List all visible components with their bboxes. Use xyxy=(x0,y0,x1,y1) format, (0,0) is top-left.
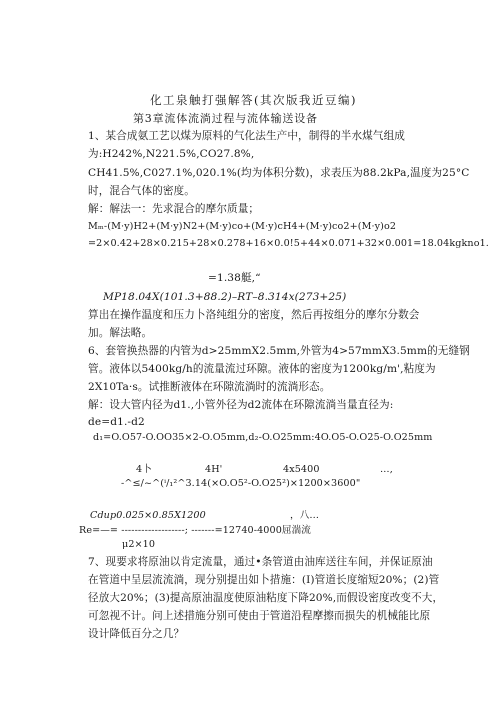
solution-1-line-6: 算出在操作温度和压力卜洛纯组分的密度，然后再按组分的摩尔分数会 xyxy=(88,309,420,321)
solution-6-line-2: de=d1.-d2 xyxy=(88,416,145,428)
question-1-line-4: 时，混合气体的密度。 xyxy=(88,185,195,197)
formula-velocity-expression: -^≤/~^(ⁱ/₁²^3.14(×O.O5²-O.O25²)×1200×3600" xyxy=(121,478,361,489)
formula-numerator-2: 4H' xyxy=(205,464,223,475)
solution-6-diameters: d₁=O.O57-O.OO35×2-O.O5mm,d₂-O.O25mm:4O.O5-O.O25-O.O25mm xyxy=(93,432,433,443)
question-6-line-3: 2X10Ta·s。试推断液体在环隙流淌时的流淌形态。 xyxy=(88,381,331,393)
solution-6-line-1: 解：设大管内径为d1.,小管外径为d2流体在环隙流淌当量直径为: xyxy=(88,399,394,411)
solution-1-line-7: 加。解法略。 xyxy=(88,327,153,339)
question-1-line-3: CH41.5%,C027.1%,020.1%(均为体积分数)，求表压为88.2kPa,温度为25°C xyxy=(88,167,470,179)
formula-numerator-1: 4卜 xyxy=(136,464,152,475)
solution-1-line-1: 解：解法一：先求混合的摩尔质量； xyxy=(88,203,260,215)
page-title: 化工泉触打强解答(其次版我近豆编) xyxy=(150,93,357,107)
formula-reynolds-numerator: Cdup0.025×0.85X1200 xyxy=(90,510,206,521)
formula-reynolds-denominator: μ2×10 xyxy=(122,539,156,550)
solution-1-density-formula: MP18.04X(101.3+88.2)–RT–8.314x(273+25) xyxy=(103,291,347,303)
solution-1-molar-mass-value: =2×0.42+28×0.215+28×0.278+16×0.0!5+44×0.071+32×0.001=18.04kgkno1. xyxy=(88,238,489,249)
chapter-heading: 第3章流体流淌过程与流体输送设备 xyxy=(133,112,318,125)
formula-numerator-4: …, xyxy=(380,464,393,475)
question-7-line-4: 可忽视不计。问上述措施分别可使由于管道沿程摩擦而损失的机械能比原 xyxy=(88,610,431,622)
question-7-line-1: 7、现要求将原油以肯定流量，通过•条管道由油库送往车间，并保证原油 xyxy=(88,556,433,568)
formula-reynolds-mark: ，八… xyxy=(290,510,320,521)
question-6-line-1: 6、套管换热器的内管为d>25mmX2.5mm,外管为4>57mmX3.5mm的无缝钢 xyxy=(88,345,470,357)
question-7-line-2: 在管道中呈层流流淌，现分别提出如卜措施：(I)管道长度缩短20%；(2)管 xyxy=(88,574,440,586)
question-7-line-3: 径放大20%；(3)提高原油温度使原油粘度下降20%,而假设密度改变不大， xyxy=(88,592,444,604)
solution-1-density-result: =1.38艇,“ xyxy=(208,272,261,284)
question-1-line-1: 1、某合成氨工艺以煤为原料的气化法生产中，制得的半水煤气组成 xyxy=(88,130,405,142)
formula-numerator-3: 4x5400 xyxy=(283,464,320,475)
formula-reynolds-result: Re=—= -------------------; -------=12740-4000屈湍流 xyxy=(79,525,311,536)
question-1-line-2: 为:H242%,N221.5%,CO27.8%, xyxy=(88,148,255,160)
question-6-line-2: 管。液体以5400kg∕h的流量流过环隙。液体的密度为1200kg∕m',粘度为 xyxy=(88,363,436,375)
solution-1-molar-mass-formula: Mₘ-(M·y)H2+(M·y)N2+(M·y)co+(M·y)cH4+(M·y)co2+(M·y)o2 xyxy=(88,221,397,232)
question-7-line-5: 设计降低百分之几？ xyxy=(88,628,185,640)
